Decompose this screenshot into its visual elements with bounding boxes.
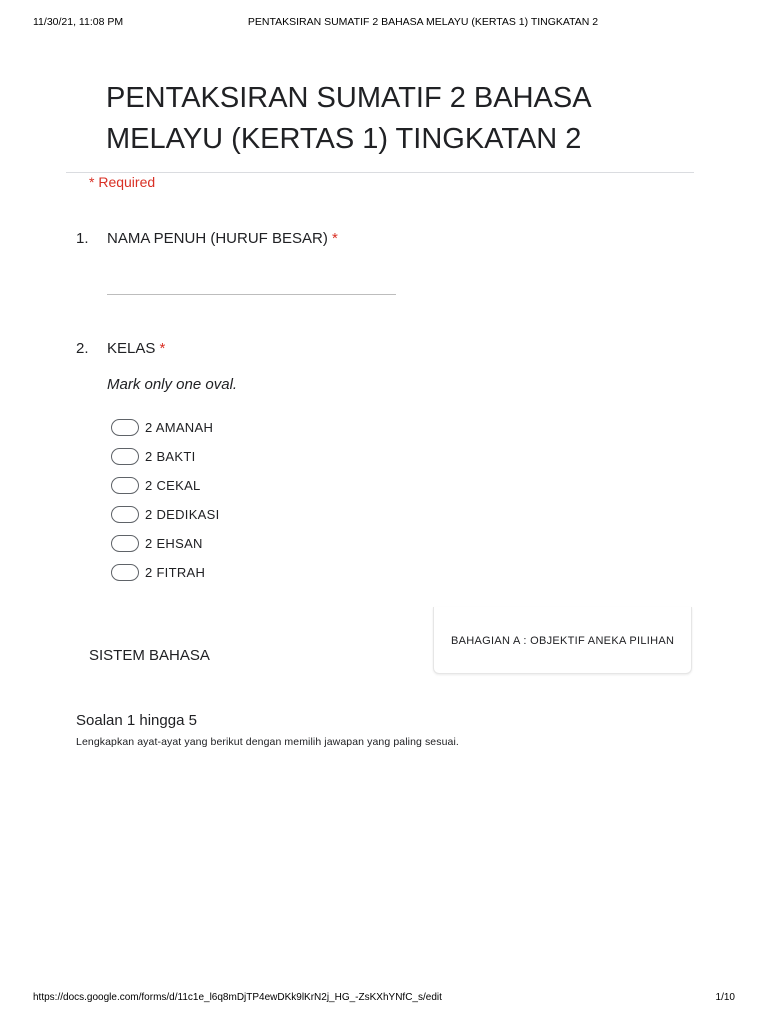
option-2-cekal[interactable]: [111, 471, 220, 500]
class-options: [111, 413, 220, 587]
subsection-description: Lengkapkan ayat-ayat yang berikut dengan memilih jawapan yang paling sesuai.: [76, 736, 459, 748]
section-card: [433, 607, 692, 674]
radio-oval[interactable]: [111, 564, 139, 581]
option-label: 2 AMANAH: [145, 420, 214, 435]
form-title: [106, 78, 646, 160]
form-title-line-2: MELAYU (KERTAS 1) TINGKATAN 2: [106, 123, 582, 155]
required-note: * Required: [89, 174, 156, 190]
radio-oval[interactable]: [111, 419, 139, 436]
option-2-ehsan[interactable]: [111, 529, 220, 558]
question-number: 1.: [76, 230, 89, 247]
radio-oval[interactable]: [111, 506, 139, 523]
option-2-bakti[interactable]: [111, 442, 220, 471]
radio-oval[interactable]: [111, 477, 139, 494]
required-star: *: [159, 340, 166, 357]
question-label: [107, 340, 165, 357]
option-label: 2 EHSAN: [145, 536, 203, 551]
option-2-fitrah[interactable]: [111, 558, 220, 587]
option-2-amanah[interactable]: [111, 413, 220, 442]
section-title: SISTEM BAHASA: [89, 647, 210, 664]
title-divider: [66, 172, 694, 173]
print-doc-title: PENTAKSIRAN SUMATIF 2 BAHASA MELAYU (KERTAS 1) TINGKATAN 2: [247, 16, 599, 28]
print-header: [33, 16, 735, 32]
oval-hint: Mark only one oval.: [107, 376, 238, 393]
required-star: *: [332, 230, 338, 247]
page-number: 1/10: [715, 992, 735, 1003]
question-number: 2.: [76, 340, 89, 357]
section-card-text: BAHAGIAN A : OBJEKTIF ANEKA PILIHAN: [451, 635, 675, 647]
option-2-dedikasi[interactable]: [111, 500, 220, 529]
radio-oval[interactable]: [111, 448, 139, 465]
question-text: NAMA PENUH (HURUF BESAR): [107, 230, 328, 247]
subsection-title: Soalan 1 hingga 5: [76, 712, 197, 729]
print-url: https://docs.google.com/forms/d/11c1e_l6q8mDjTP4ewDKk9lKrN2j_HG_-ZsKXhYNfC_s/edit: [33, 992, 442, 1003]
option-label: 2 FITRAH: [145, 565, 206, 580]
question-label: [107, 230, 338, 247]
full-name-answer-field[interactable]: [107, 294, 396, 295]
option-label: 2 DEDIKASI: [145, 507, 220, 522]
print-footer: [33, 992, 735, 1008]
option-label: 2 CEKAL: [145, 478, 201, 493]
form-title-line-1: PENTAKSIRAN SUMATIF 2 BAHASA: [106, 82, 592, 114]
print-timestamp: 11/30/21, 11:08 PM: [33, 16, 124, 28]
radio-oval[interactable]: [111, 535, 139, 552]
option-label: 2 BAKTI: [145, 449, 196, 464]
question-text: KELAS: [107, 340, 156, 357]
